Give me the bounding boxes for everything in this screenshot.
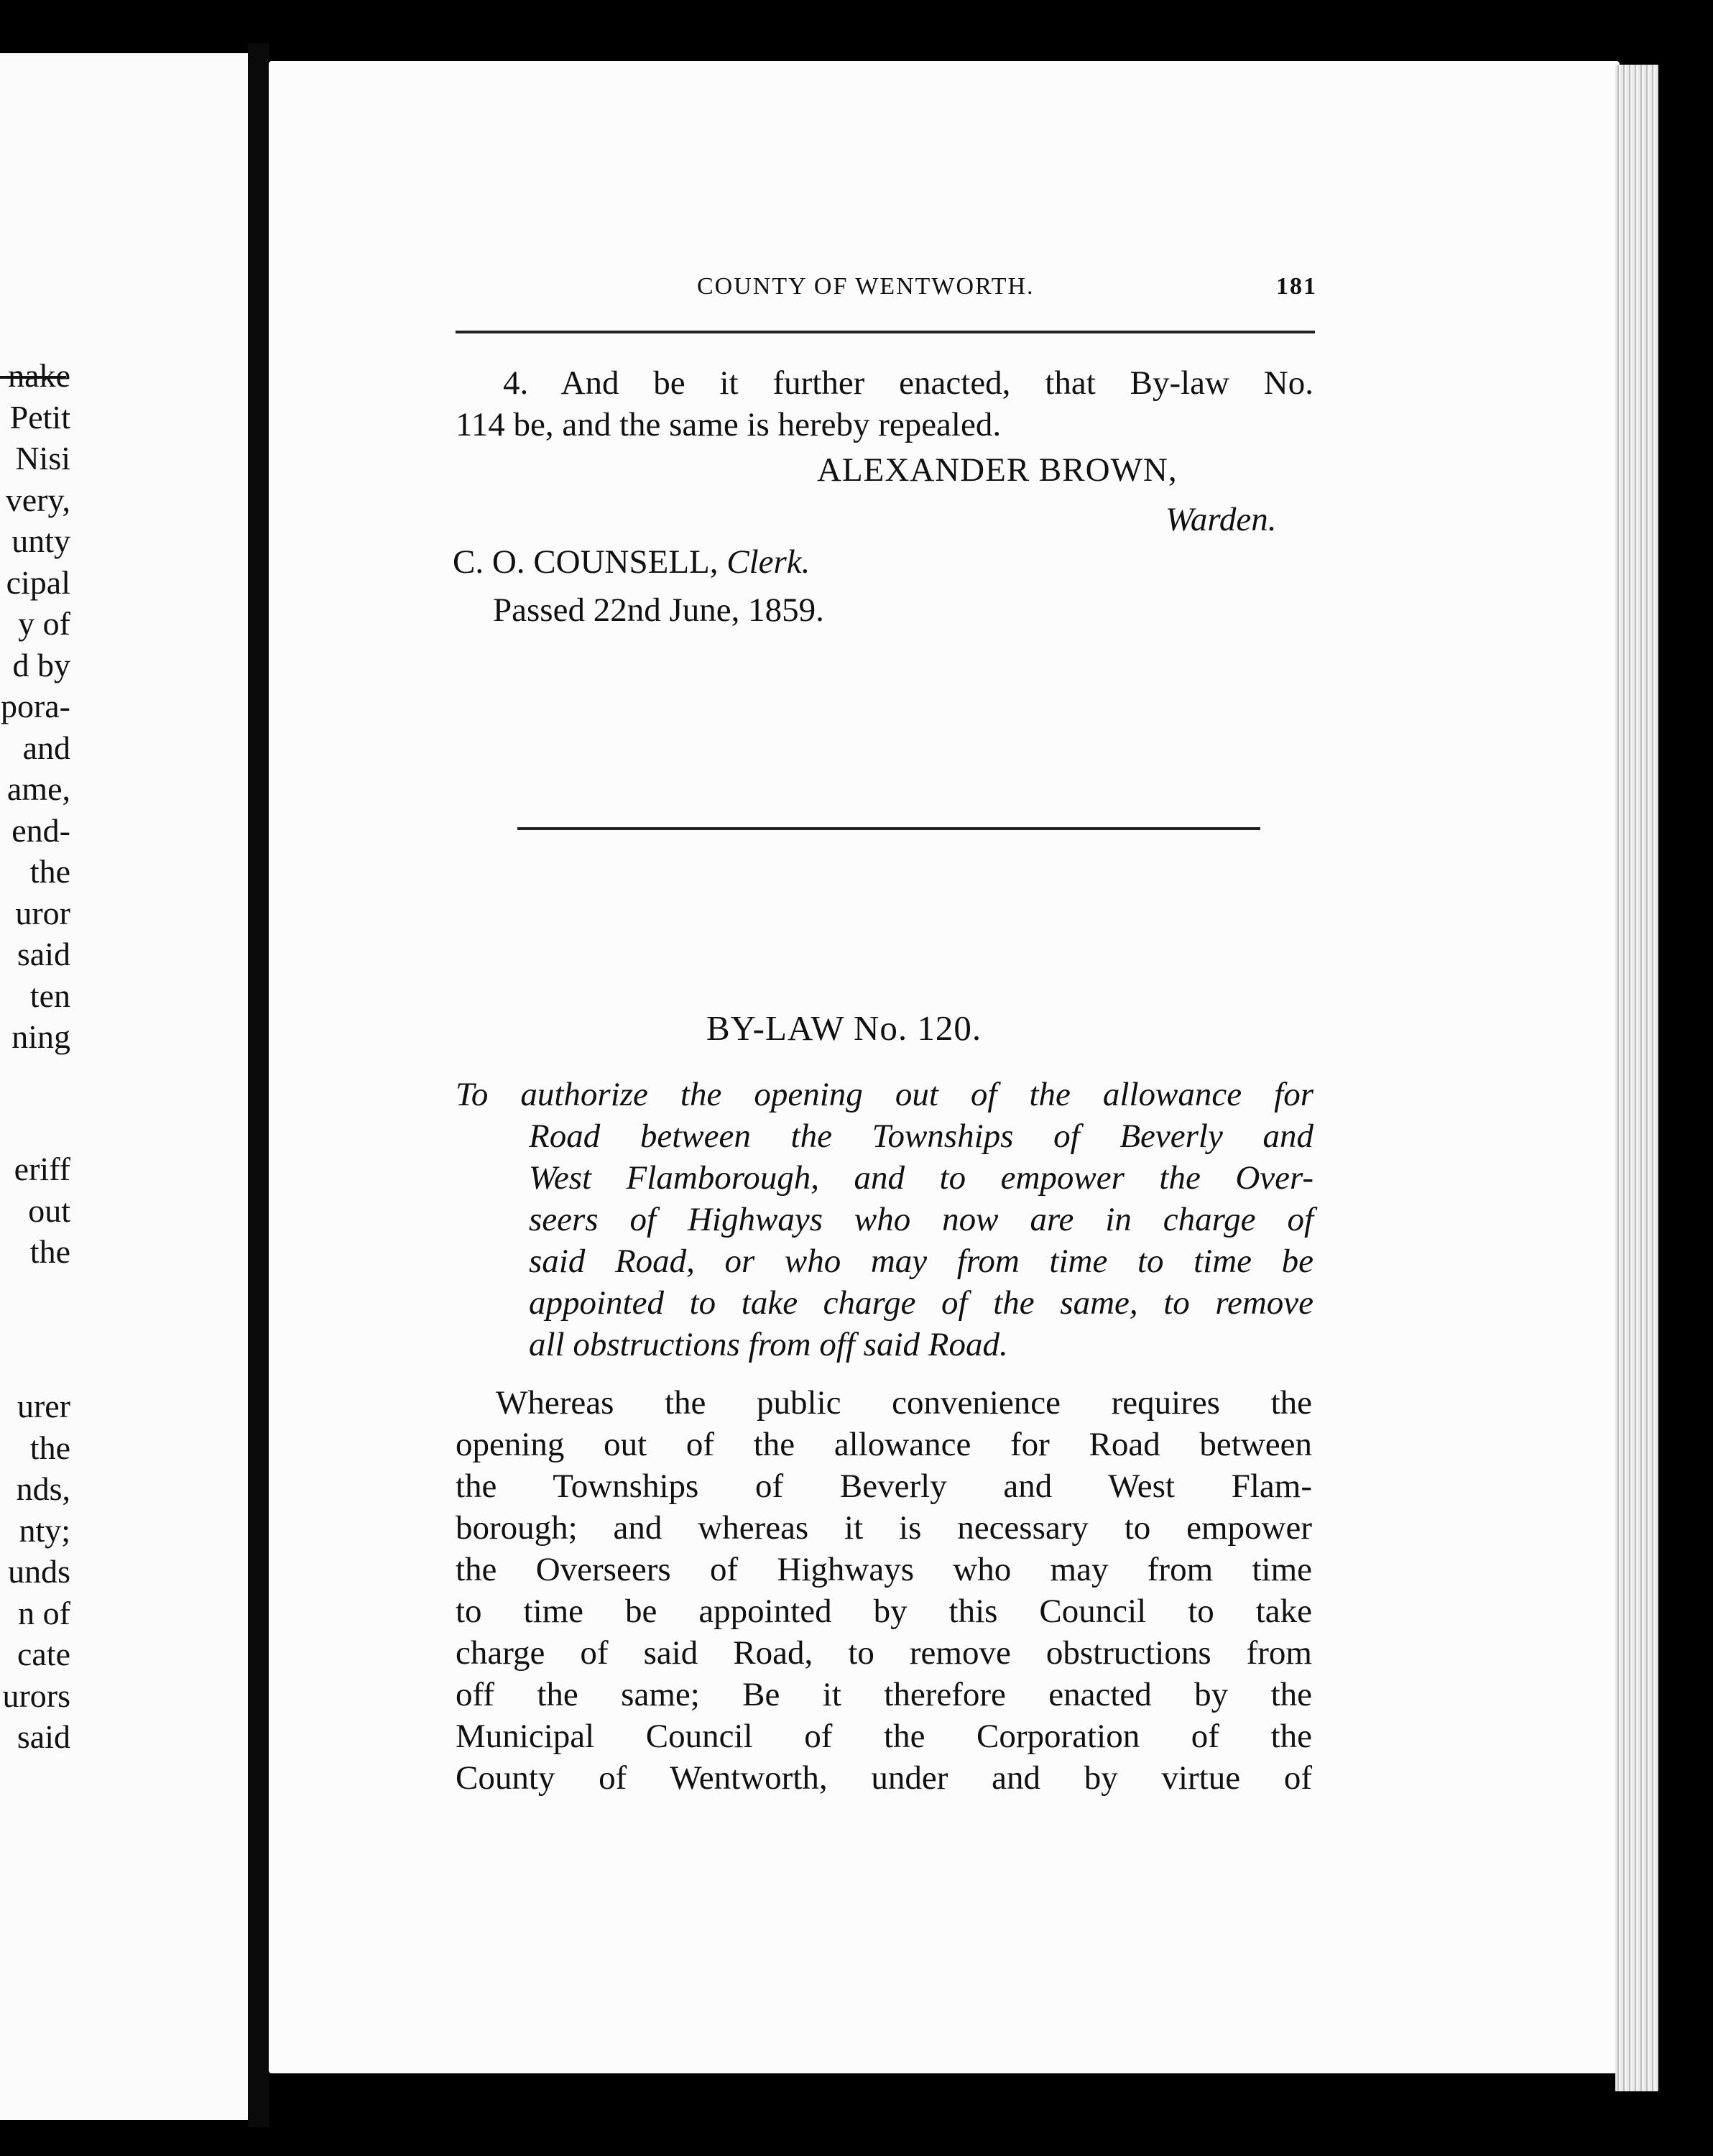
facing-page-word-fragment: the <box>29 853 70 890</box>
facing-page-word-fragment: unds <box>8 1553 70 1590</box>
facing-page-word-fragment: Nisi <box>15 440 70 476</box>
book-gutter <box>248 43 269 2127</box>
facing-page-word-fragment: the <box>29 1429 70 1466</box>
summary-line: seers of Highways who now are in charge of <box>529 1201 1313 1238</box>
facing-page-word-fragment: ten <box>29 977 70 1014</box>
page-edges <box>1615 65 1658 2091</box>
preamble-line: County of Wentworth, under and by virtue of <box>456 1759 1312 1797</box>
summary-line: To authorize the opening out of the allowance for <box>456 1076 1313 1113</box>
clause-4-line-2: 114 be, and the same is hereby repealed. <box>456 406 1002 443</box>
clerk-name: C. O. COUNSELL, <box>453 543 719 581</box>
summary-line: Road between the Townships of Beverly and <box>529 1118 1313 1155</box>
running-head: COUNTY OF WENTWORTH. <box>697 273 1035 300</box>
clause-4-line-1: 4. And be it further enacted, that By-law No. <box>503 364 1313 402</box>
facing-page-word-fragment: and <box>22 729 70 766</box>
facing-page-word-fragment: very, <box>5 481 70 518</box>
facing-page-word-fragment: urer <box>17 1388 70 1424</box>
preamble-line: Municipal Council of the Corporation of the <box>456 1718 1312 1755</box>
facing-page-word-fragment: Petit <box>9 398 70 436</box>
clerk-signature <box>453 545 810 579</box>
preamble-line: off the same; Be it therefore enacted by the <box>456 1676 1312 1713</box>
facing-page-word-fragment: nds, <box>16 1470 70 1507</box>
header-rule <box>456 331 1315 333</box>
clerk-title: Clerk. <box>726 543 811 581</box>
facing-page-word-fragment: urors <box>2 1677 70 1714</box>
facing-page-word-fragment: eriff <box>14 1151 70 1187</box>
facing-page-left <box>0 53 248 2120</box>
passed-date: Passed 22nd June, 1859. <box>493 591 824 629</box>
facing-page-word-fragment: nake <box>8 357 70 394</box>
preamble-line: the Townships of Beverly and West Flam- <box>456 1468 1312 1505</box>
preamble-line: charge of said Road, to remove obstructions from <box>456 1634 1312 1672</box>
section-separator <box>517 827 1260 830</box>
facing-page-word-fragment: said <box>17 936 70 972</box>
facing-page-word-fragment: uror <box>15 894 70 931</box>
warden-title: Warden. <box>1165 501 1277 538</box>
preamble-line: to time be appointed by this Council to take <box>456 1593 1312 1630</box>
facing-page-word-fragment: cipal <box>6 563 70 601</box>
preamble-line: Whereas the public convenience requires the <box>496 1384 1312 1422</box>
facing-page-word-fragment: nty; <box>19 1511 70 1549</box>
summary-line: appointed to take charge of the same, to remove <box>529 1284 1313 1322</box>
summary-line: said Road, or who may from time to time be <box>529 1243 1313 1280</box>
summary-line: all obstructions from off said Road. <box>529 1326 1008 1363</box>
facing-page-word-fragment: unty <box>11 522 70 559</box>
page-number: 181 <box>1276 273 1317 300</box>
facing-page-word-fragment: d by <box>12 646 70 683</box>
facing-page-word-fragment: cate <box>17 1636 70 1672</box>
page-edge-shadow <box>1658 57 1713 2113</box>
facing-page-word-fragment: n of <box>18 1594 70 1631</box>
facing-page-word-fragment: said <box>17 1718 70 1755</box>
facing-page-word-fragment: pora- <box>0 688 70 724</box>
facing-page-word-fragment: end- <box>11 811 70 849</box>
facing-page-word-fragment: the <box>29 1233 70 1270</box>
facing-page-word-fragment: y of <box>18 605 70 642</box>
preamble-line: opening out of the allowance for Road between <box>456 1426 1312 1463</box>
facing-page-word-fragment: ning <box>11 1018 70 1055</box>
bylaw-title: BY-LAW No. 120. <box>706 1008 982 1048</box>
warden-name: ALEXANDER BROWN, <box>817 451 1178 489</box>
facing-page-word-fragment: ame, <box>6 770 70 807</box>
preamble-line: the Overseers of Highways who may from time <box>456 1551 1312 1588</box>
summary-line: West Flamborough, and to empower the Over- <box>529 1159 1313 1197</box>
preamble-line: borough; and whereas it is necessary to empower <box>456 1509 1312 1547</box>
facing-page-word-fragment: out <box>28 1192 70 1229</box>
